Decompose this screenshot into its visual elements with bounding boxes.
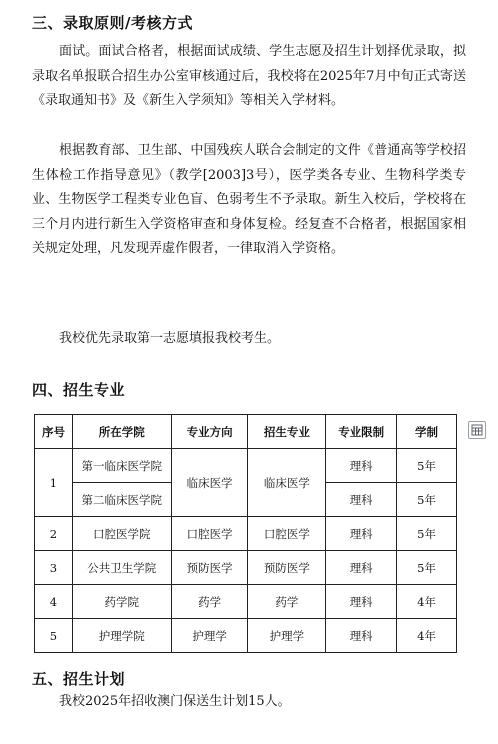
cell-direction: 药学 [171, 585, 248, 619]
cell-college: 公共卫生学院 [72, 551, 171, 585]
cell-years: 5年 [397, 551, 457, 585]
table-header-row [35, 415, 457, 449]
col-header-college: 所在学院 [72, 415, 171, 449]
cell-college: 口腔医学院 [72, 517, 171, 551]
section5-heading: 五、招生计划 [32, 670, 126, 688]
section3-paragraph-2: 根据教育部、卫生部、中国残疾人联合会制定的文件《普通高等学校招生体检工作指导意见》（教学[2003]3号），医学类各专业、生物科学类专业、生物医学工程类专业色盲、色弱考生不予录取。新生入校后，学校将在三个月内进行新生入学资格审查和身体复检。经复查不合格者，根据国家相关规定处理，凡发现弄虚作假者，一律取消入学资格。 [32, 143, 466, 256]
table-layout-icon[interactable] [468, 421, 486, 439]
cell-no: 3 [35, 551, 73, 585]
section5-paragraph: 我校2025年招收澳门保送生计划15人。 [59, 694, 291, 709]
cell-years: 4年 [397, 619, 457, 653]
cell-no: 5 [35, 619, 73, 653]
col-header-years: 学制 [397, 415, 457, 449]
cell-college: 第二临床医学院 [72, 483, 171, 517]
table-row [35, 551, 457, 585]
table-row [35, 517, 457, 551]
cell-direction: 预防医学 [171, 551, 248, 585]
cell-major: 预防医学 [248, 551, 326, 585]
col-header-major: 招生专业 [248, 415, 326, 449]
table-row [35, 449, 457, 483]
cell-limit: 理科 [326, 619, 397, 653]
cell-limit: 理科 [326, 449, 397, 483]
section3-paragraph-3: 我校优先录取第一志愿填报我校考生。 [59, 331, 281, 346]
cell-no: 1 [35, 449, 73, 517]
cell-college: 第一临床医学院 [72, 449, 171, 483]
table-row [35, 619, 457, 653]
cell-years: 5年 [397, 449, 457, 483]
cell-major: 临床医学 [248, 449, 326, 517]
cell-direction: 临床医学 [171, 449, 248, 517]
col-header-direction: 专业方向 [171, 415, 248, 449]
section3-heading: 三、录取原则/考核方式 [32, 14, 193, 32]
col-header-limit: 专业限制 [326, 415, 397, 449]
cell-limit: 理科 [326, 585, 397, 619]
cell-years: 5年 [397, 517, 457, 551]
col-header-no: 序号 [35, 415, 73, 449]
cell-years: 4年 [397, 585, 457, 619]
cell-no: 2 [35, 517, 73, 551]
cell-no: 4 [35, 585, 73, 619]
cell-limit: 理科 [326, 551, 397, 585]
section3-paragraph-1: 面试。面试合格者，根据面试成绩、学生志愿及招生计划择优录取，拟录取名单报联合招生办公室审核通过后，我校将在2025年7月中旬正式寄送《录取通知书》及《新生入学须知》等相关入学材料。 [32, 44, 466, 108]
cell-college: 护理学院 [72, 619, 171, 653]
cell-limit: 理科 [326, 517, 397, 551]
cell-years: 5年 [397, 483, 457, 517]
cell-direction: 口腔医学 [171, 517, 248, 551]
table-row [35, 585, 457, 619]
cell-direction: 护理学 [171, 619, 248, 653]
cell-limit: 理科 [326, 483, 397, 517]
cell-major: 护理学 [248, 619, 326, 653]
cell-major: 药学 [248, 585, 326, 619]
cell-college: 药学院 [72, 585, 171, 619]
cell-major: 口腔医学 [248, 517, 326, 551]
majors-table [34, 414, 457, 653]
section4-heading: 四、招生专业 [32, 381, 126, 399]
